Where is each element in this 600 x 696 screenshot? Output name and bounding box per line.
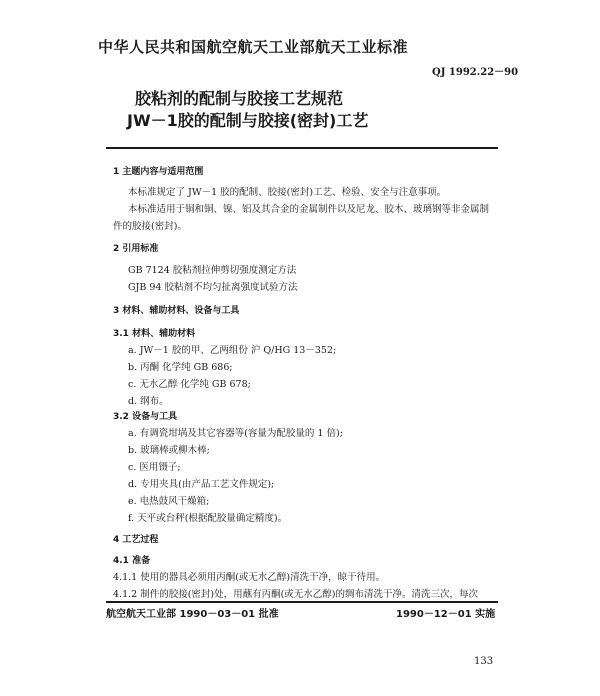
section-4-1-heading: 4.1 准备 — [113, 556, 151, 566]
material-a: a. JW－1 胶的甲、乙两组份 沪 Q/HG 13－352; — [128, 345, 337, 356]
approval-date: 航空航天工业部 1990－03－01 批准 — [106, 609, 279, 620]
equipment-e: e. 电热鼓风干燥箱; — [128, 496, 210, 507]
equipment-a: a. 有调瓷坩埚及其它容器等(容量为配胶量的 1 倍); — [128, 428, 343, 439]
implementation-date: 1990－12－01 实施 — [396, 609, 496, 620]
document-subtitle: JW－1胶的配制与胶接(密封)工艺 — [127, 111, 369, 130]
section-1-paragraph-1: 本标准规定了 JW－1 胶的配制、胶接(密封)工艺、检验、安全与注意事项。 — [128, 187, 447, 198]
material-c: c. 无水乙醇 化学纯 GB 678; — [128, 379, 251, 390]
equipment-f: f. 天平或台秤(根据配胶量确定精度)。 — [128, 513, 288, 524]
page-number: 133 — [474, 656, 494, 667]
issuer-header: 中华人民共和国航空航天工业部航天工业标准 — [98, 38, 409, 56]
section-4-heading: 4 工艺过程 — [113, 535, 159, 545]
section-3-heading: 3 材料、辅助材料、设备与工具 — [113, 306, 240, 316]
document-title: 胶粘剂的配制与胶接工艺规范 — [135, 89, 344, 108]
section-1-paragraph-2b: 件的胶接(密封)。 — [113, 221, 187, 232]
reference-2: GJB 94 胶粘剂不均匀扯离强度试验方法 — [128, 282, 298, 293]
section-1-paragraph-2a: 本标准适用于铜和铜、镍、铝及其合金的金属制件以及尼龙、胶木、玻璃钢等非金属制 — [128, 204, 490, 215]
section-3-2-heading: 3.2 设备与工具 — [113, 412, 178, 422]
material-b: b. 丙酮 化学纯 GB 686; — [128, 362, 233, 373]
equipment-c: c. 医用镊子; — [128, 462, 181, 473]
section-3-1-heading: 3.1 材料、辅助材料 — [113, 329, 196, 339]
bottom-rule — [106, 601, 498, 603]
clause-4-1-1: 4.1.1 使用的器具必须用丙酮(或无水乙醇)清洗干净，晾干待用。 — [113, 572, 386, 583]
reference-1: GB 7124 胶粘剂拉伸剪切强度测定方法 — [128, 265, 297, 276]
section-1-heading: 1 主题内容与适用范围 — [113, 167, 204, 177]
top-rule — [106, 147, 498, 149]
section-2-heading: 2 引用标准 — [113, 244, 159, 254]
clause-4-1-2: 4.1.2 制件的胶接(密封)处，用蘸有丙酮(或无水乙醇)的绸布清洗干净。清洗三次，每次 — [113, 589, 479, 600]
standard-code: QJ 1992.22－90 — [432, 67, 519, 78]
equipment-d: d. 专用夹具(由产品工艺文件规定); — [128, 479, 275, 490]
equipment-b: b. 玻璃棒或柳木棒; — [128, 445, 210, 456]
material-d: d. 纲布。 — [128, 396, 169, 407]
